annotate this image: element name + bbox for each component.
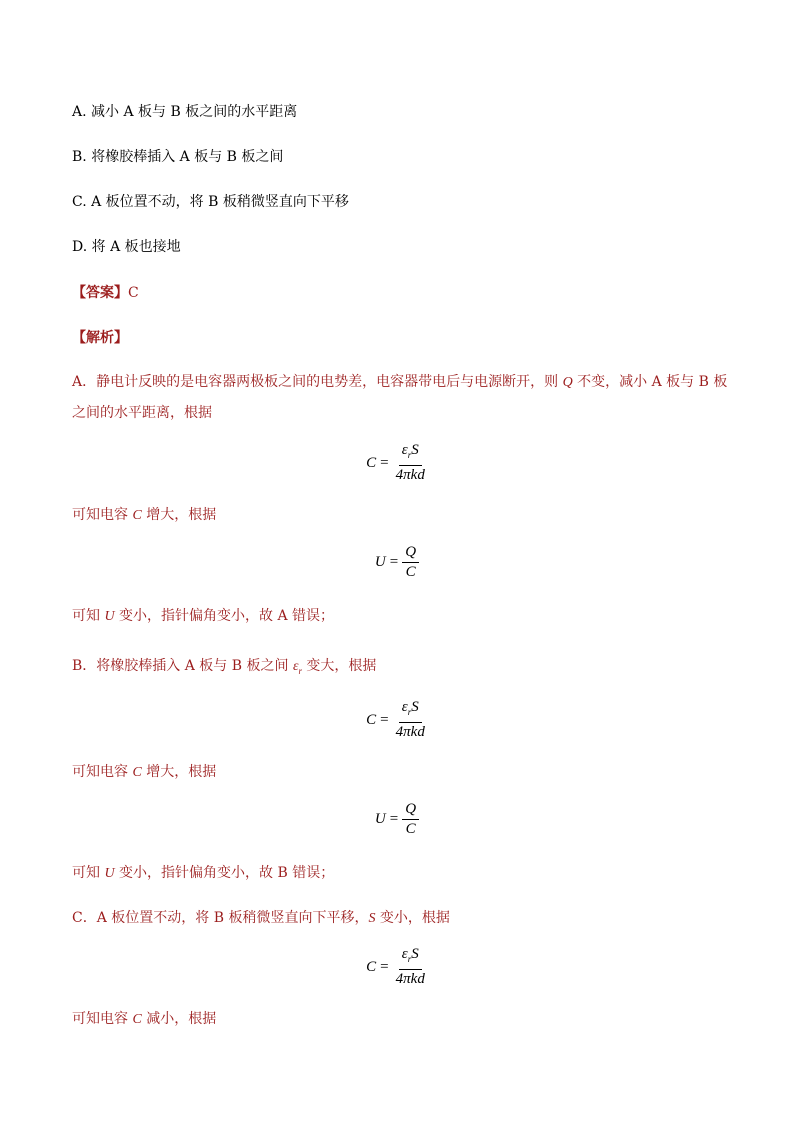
var-u: U [104,866,115,881]
formula-fraction [402,801,419,838]
option-c: C. A 板位置不动，将 B 板稍微竖直向下平移 [72,194,349,210]
part-a-line2: 之间的水平距离，根据 [72,405,212,421]
part-a-text2: 不变，减小 A 板与 B 板 [572,374,728,390]
formula-lhs: C [366,454,377,471]
var-q: Q [562,375,573,390]
formula-denominator: C [405,821,416,837]
formula-fraction [393,442,428,484]
var-c: C [132,1012,142,1027]
formula-numerator: $\varepsilon_rS$ [399,946,422,970]
formula-eq: = [380,711,389,728]
part-c-line1: C．A 板位置不动，将 B 板稍微竖直向下平移，S 变小，根据 [72,910,450,926]
var-epsilon: ε [292,659,299,674]
part-b-line1: B．将橡胶棒插入 A 板与 B 板之间 $\varepsilon_r$ 变大，根据 [72,658,377,676]
analysis-label: 【解析】 [72,330,128,346]
formula-voltage [0,801,794,838]
part-a-text1: A．静电计反映的是电容器两极板之间的电势差，电容器带电后与电源断开，则 [72,374,563,390]
formula-eq: = [380,454,389,471]
formula-numerator: $\varepsilon_rS$ [399,442,422,466]
var-c: C [132,765,142,780]
var-u: U [104,609,115,624]
formula-capacitance [0,442,794,484]
part-a-then2: 可知 U 变小，指针偏角变小，故 A 错误； [72,608,335,624]
formula-fraction [393,699,428,741]
part-b-then1: 可知电容 C 增大，根据 [72,764,217,780]
formula-capacitance [0,699,794,741]
formula-capacitance [0,946,794,988]
formula-lhs: U [374,554,386,570]
option-a: A. 减小 A 板与 B 板之间的水平距离 [72,104,298,120]
formula-lhs: U [374,811,386,827]
formula-eq: = [380,958,389,975]
part-c-then1: 可知电容 C 减小，根据 [72,1011,217,1027]
part-b-then2: 可知 U 变小，指针偏角变小，故 B 错误； [72,865,335,881]
answer-line [72,283,139,303]
formula-denominator: 4πkd [395,467,425,483]
answer-label: 【答案】 [72,285,128,301]
formula-fraction [402,544,419,581]
formula-denominator: 4πkd [395,724,425,740]
part-a-then1: 可知电容 C 增大，根据 [72,507,217,523]
formula-denominator: 4πkd [395,971,425,987]
formula-voltage [0,544,794,581]
var-c: C [132,508,142,523]
option-b: B. 将橡胶棒插入 A 板与 B 板之间 [72,149,284,165]
formula-lhs: C [366,711,377,728]
formula-numerator: Q [402,544,419,563]
var-s: S [368,911,376,926]
formula-eq: = [389,811,399,827]
formula-lhs: C [366,958,377,975]
formula-denominator: C [405,564,416,580]
part-a-line1 [72,372,727,393]
formula-eq: = [389,554,399,570]
formula-fraction [393,946,428,988]
option-d: D. 将 A 板也接地 [72,239,181,255]
answer-value: C [128,285,139,301]
formula-numerator: Q [402,801,419,820]
formula-numerator: $\varepsilon_rS$ [399,699,422,723]
